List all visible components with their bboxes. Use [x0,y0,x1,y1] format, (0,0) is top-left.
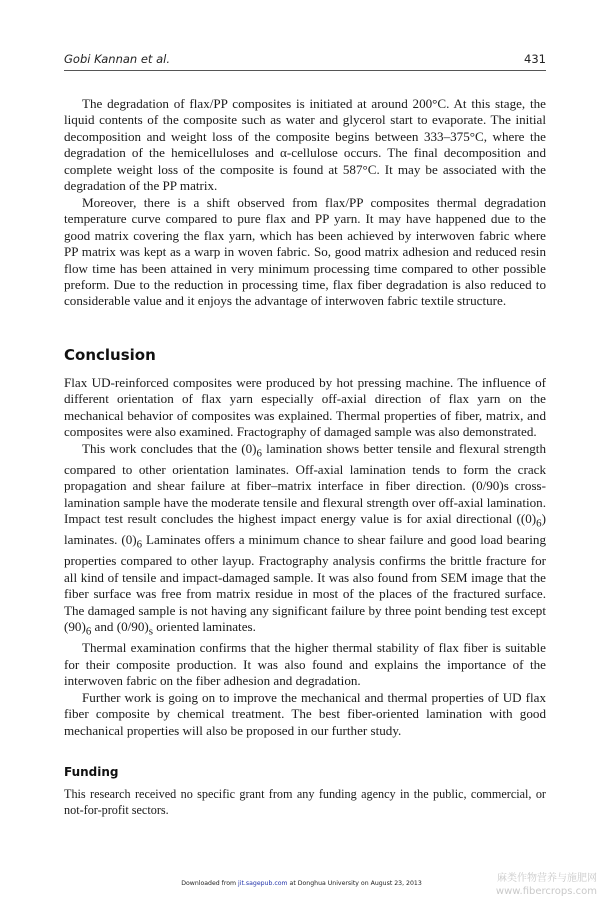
text-run: Laminates offers a minimum chance to shear failure and good load bearing properties compared to other layup. Fractography analysis confirms the brittle fracture for all kind of tensile and impact-damaged sample. It was also found from SEM image that the fiber surface was free from matrix residue in most of the places of the fractured surface. The damaged sample is not having any significant failure by three point bending test except (90) [64,532,546,635]
text-run: This work concludes that the (0) [82,440,257,456]
footer-prefix: Downloaded from [181,880,239,887]
conclusion-paragraph-3: Thermal examination confirms that the higher thermal stability of flax fiber is suitable for their composite production. It was also found and explains the importance of the interwoven fabric on the fiber adhesion and degradation. [64,640,546,689]
running-header [64,48,546,71]
text-run: lamination shows better tensile and flexural strength compared to other orientation laminates. Off-axial lamination tends to form the crack propagation and shear failure at fiber–matrix interface in fiber direction. (0/90)s cross-lamination sample have the moderate tensile and flexural strength over off-axial lamination. Impact test result concludes the highest impact energy value is for axial directional ((0) [64,440,546,527]
conclusion-heading: Conclusion [64,346,156,364]
paragraph-degradation: The degradation of flax/PP composites is initiated at around 200°C. At this stage, the liquid contents of the composite such as water and glycerol start to evaporate. The initial decomposition and weight loss of the composite begins between 333–375°C, where the degradation of the hemicelluloses and α-cellulose occurs. The final decomposition and complete weight loss of the composite is found at 587°C. It may be associated with the degradation of the PP matrix. [64,96,546,194]
paragraph-shift: Moreover, there is a shift observed from flax/PP composites thermal degradation temperature curve compared to pure flax and PP yarn. It may have happened due to the good matrix covering the flax yarn, which has been achieved by interwoven fabric where PP matrix was kept as a warp in woven fabric. So, good matrix adhesion and reduced resin flow time has been attained in very minimum processing time compared to other possible preform. Due to the reduction in processing time, flax fiber degradation is also reduced to considerable value and it enjoys the advantage of interwoven fabric textile structure. [64,194,546,309]
text-run: and (0/90) [91,619,149,635]
conclusion-paragraph-2 [64,441,546,640]
funding-section [64,786,546,819]
text-run: ) laminates. (0) [64,511,546,548]
running-header-authors: Gobi Kannan et al. [64,52,170,66]
funding-heading: Funding [64,765,119,779]
page-number: 431 [524,52,546,66]
conclusion-section [64,375,546,739]
funding-text: This research received no specific grant from any funding agency in the public, commercial, or not-for-profit sectors. [64,787,546,818]
footer-link[interactable]: jit.sagepub.com [238,880,288,887]
subscript: 6 [536,517,542,530]
intro-section [64,96,546,310]
subscript: 6 [85,625,92,638]
conclusion-paragraph-1: Flax UD-reinforced composites were produced by hot pressing machine. The influence of different orientation of flax yarn especially off-axial direction of flax yarn on the mechanical behavior of composites was explained. Thermal properties of fiber, matrix, and composites were also examined. Fractography of damaged sample was also demonstrated. [64,375,546,440]
watermark-line-2: www.fibercrops.com [495,886,597,897]
text-run: oriented laminates. [152,619,256,635]
footer-suffix: at Donghua University on August 23, 2013 [287,880,422,887]
watermark-line-1: 麻类作物营养与施肥网 [497,873,597,884]
subscript: 6 [136,538,143,551]
site-watermark [496,872,597,898]
subscript: s [148,625,153,638]
subscript: 6 [256,447,262,460]
conclusion-paragraph-4: Further work is going on to improve the mechanical and thermal properties of UD flax fiber composite by chemical treatment. The best fiber-oriented lamination with good mechanical properties will also be proposed in our further study. [64,689,546,738]
